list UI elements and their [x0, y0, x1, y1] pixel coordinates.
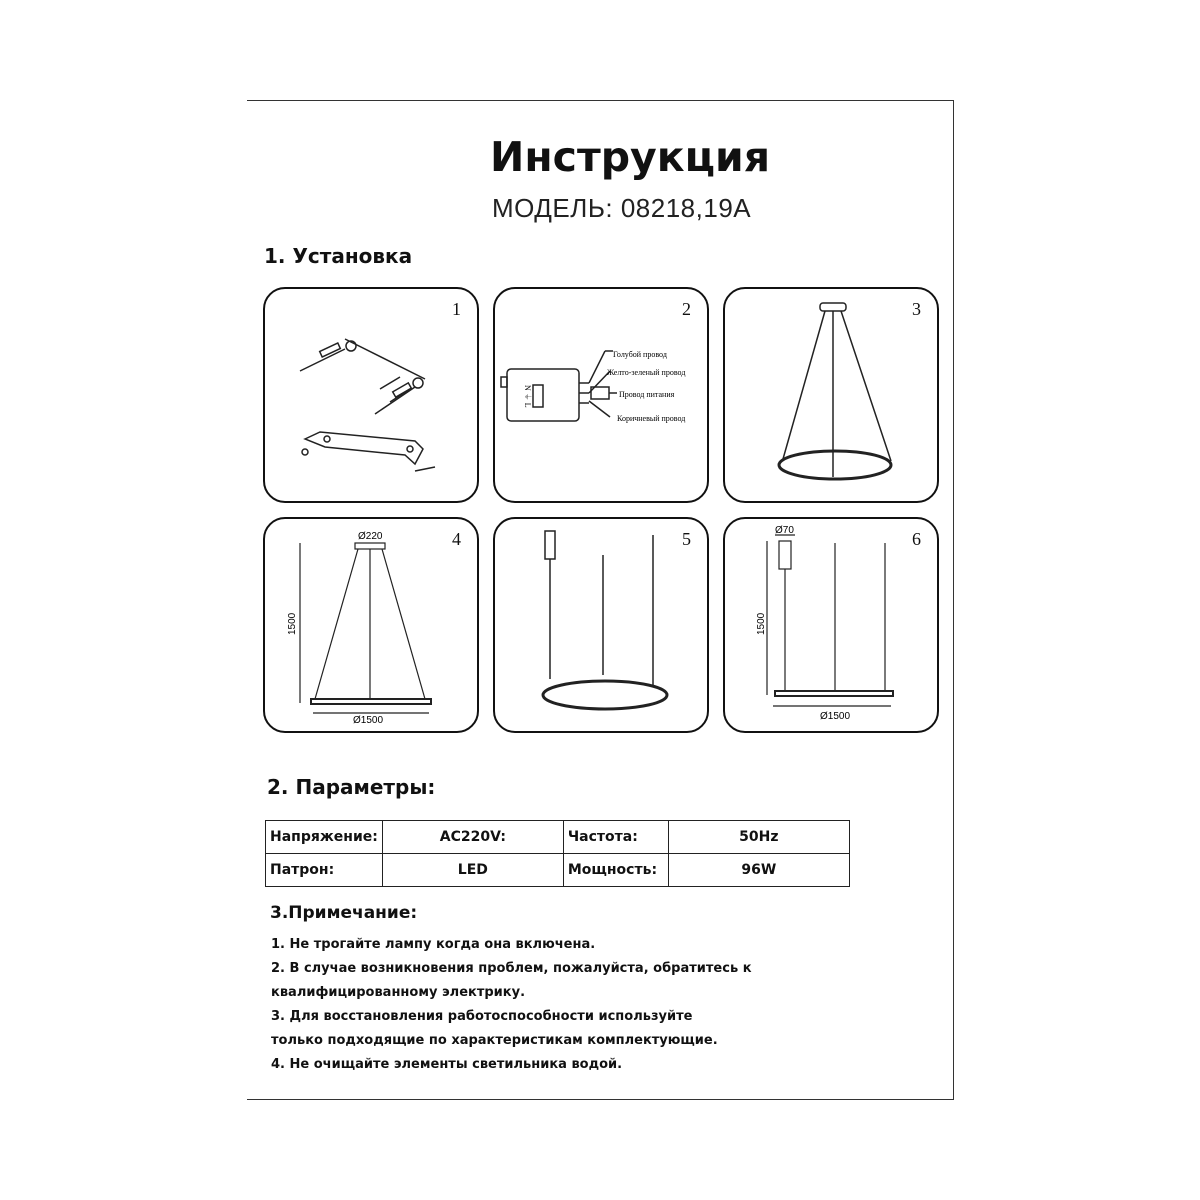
param-value: AC220V: [382, 821, 563, 854]
param-value: LED [382, 854, 563, 887]
note-line: 3. Для восстановления работоспособности используйте [271, 1009, 693, 1024]
section-notes-heading: 3.Примечание: [270, 903, 418, 923]
note-line: 4. Не очищайте элементы светильника водой. [271, 1057, 623, 1072]
param-key: Мощность: [563, 854, 668, 887]
page-title: Инструкция [490, 133, 771, 181]
bottom-diameter-label: Ø1500 [353, 715, 384, 726]
dimensions-illustration [265, 519, 477, 731]
step-number: 4 [452, 529, 461, 549]
step-panel-6 [723, 517, 939, 733]
note-line: 2. В случае возникновения проблем, пожалуйста, обратитесь к [271, 961, 752, 976]
wire-label-green: Желто-зеленый провод [607, 368, 686, 377]
step-number: 2 [682, 299, 691, 319]
ring-lamp-side-illustration [495, 519, 707, 731]
step-number: 3 [912, 299, 921, 319]
table-row [266, 854, 850, 887]
param-value: 50Hz [668, 821, 849, 854]
top-diameter-label: Ø70 [775, 525, 794, 536]
step-number: 5 [682, 529, 691, 549]
height-label: 1500 [756, 612, 767, 635]
param-key: Патрон: [266, 854, 383, 887]
step-panel-4 [263, 517, 479, 733]
note-line: только подходящие по характеристикам комплектующие. [271, 1033, 718, 1048]
step-panel-3 [723, 287, 939, 503]
param-value: 96W [668, 854, 849, 887]
section-install-heading: 1. Установка [264, 244, 413, 268]
note-line: 1. Не трогайте лампу когда она включена. [271, 937, 596, 952]
height-label: 1500 [287, 612, 298, 635]
top-diameter-label: Ø220 [358, 531, 383, 542]
step-panel-2 [493, 287, 709, 503]
section-params-heading: 2. Параметры: [267, 775, 436, 799]
parameters-table [265, 820, 850, 887]
wire-label-brown: Коричневый провод [617, 414, 686, 423]
note-line: квалифицированному электрику. [271, 985, 526, 1000]
param-key: Частота: [563, 821, 668, 854]
wiring-illustration [495, 289, 707, 501]
step-panel-1 [263, 287, 479, 503]
model-number: МОДЕЛЬ: 08218,19А [492, 193, 752, 223]
step-panel-5 [493, 517, 709, 733]
bottom-diameter-label: Ø1500 [820, 711, 851, 722]
front-dimensions-illustration [725, 519, 937, 731]
param-key: Напряжение: [266, 821, 383, 854]
wire-label-blue: Голубой провод [613, 350, 667, 359]
mounting-illustration [265, 289, 477, 501]
step-number: 1 [452, 299, 461, 319]
step-number: 6 [912, 529, 921, 549]
wire-label-power: Провод питания [619, 390, 675, 399]
notes-list [271, 933, 752, 1077]
terminal-labels: N ⏚ L [523, 385, 532, 408]
table-row [266, 821, 850, 854]
ring-lamp-illustration [725, 289, 937, 501]
